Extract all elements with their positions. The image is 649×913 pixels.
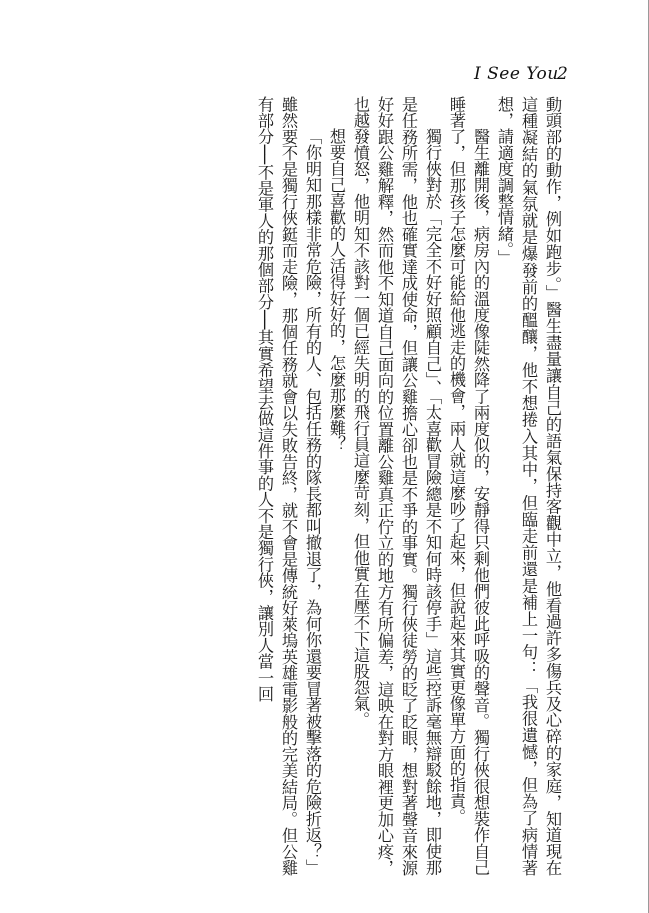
paragraph: 獨行俠對於「完全不好好照顧自己」、「太喜歡冒險總是不知何時該停手」這些控訴毫無辯駁餘地，即使那是任務所需，他也確實達成使命，但讓公雞擔心卻也是不爭的事實。獨行俠徒勞的眨了眨眼，想對著聲音來源好好跟公雞解釋，然而他不知道自己面向的位置離公雞真正佇立的地方有所偏差，這映在對方眼裡更加心疼，也越發憤怒，他明知不該對一個已經失明的飛行員這麼苛刻，但他實在壓不下這股怨氣。 xyxy=(351,96,442,876)
page-number: 2 xyxy=(557,64,568,84)
paragraph: 動頭部的動作，例如跑步。」醫生盡量讓自己的語氣保持客觀中立，他看過許多傷兵及心碎的家庭，知道現在這種凝結的氣氛就是爆發前的醞釀，他不想捲入其中，但臨走前還是補上一句：「我很遺憾，但為了病情著想，請適度調整情緒。」 xyxy=(495,96,562,876)
paragraph: 「你明知那樣非常危險，所有的人、包括任務的隊長都叫撤退了，為何你還要冒著被擊落的危險折返？」雖然要不是獨行俠鋌而走險，那個任務就會以失敗告終，就不會是傳統好萊塢英雄電影般的完美結局。但公雞有部分──不是軍人的那個部分──其實希望去做這件事的人不是獨行俠，讓別人當一回 xyxy=(255,96,322,876)
paragraph: 醫生離開後，病房內的溫度像陡然降了兩度似的，安靜得只剩他們彼此呼吸的聲音。獨行俠很想裝作自己睡著了，但那孩子怎麼可能給他逃走的機會，兩人就這麼吵了起來，但說起來其實更像單方面的指責。 xyxy=(447,96,490,876)
running-header-title: I See You xyxy=(474,64,559,84)
body-text xyxy=(252,96,564,876)
paragraph: 想要自己喜歡的人活得好好的，怎麼那麼難？ xyxy=(327,128,346,453)
